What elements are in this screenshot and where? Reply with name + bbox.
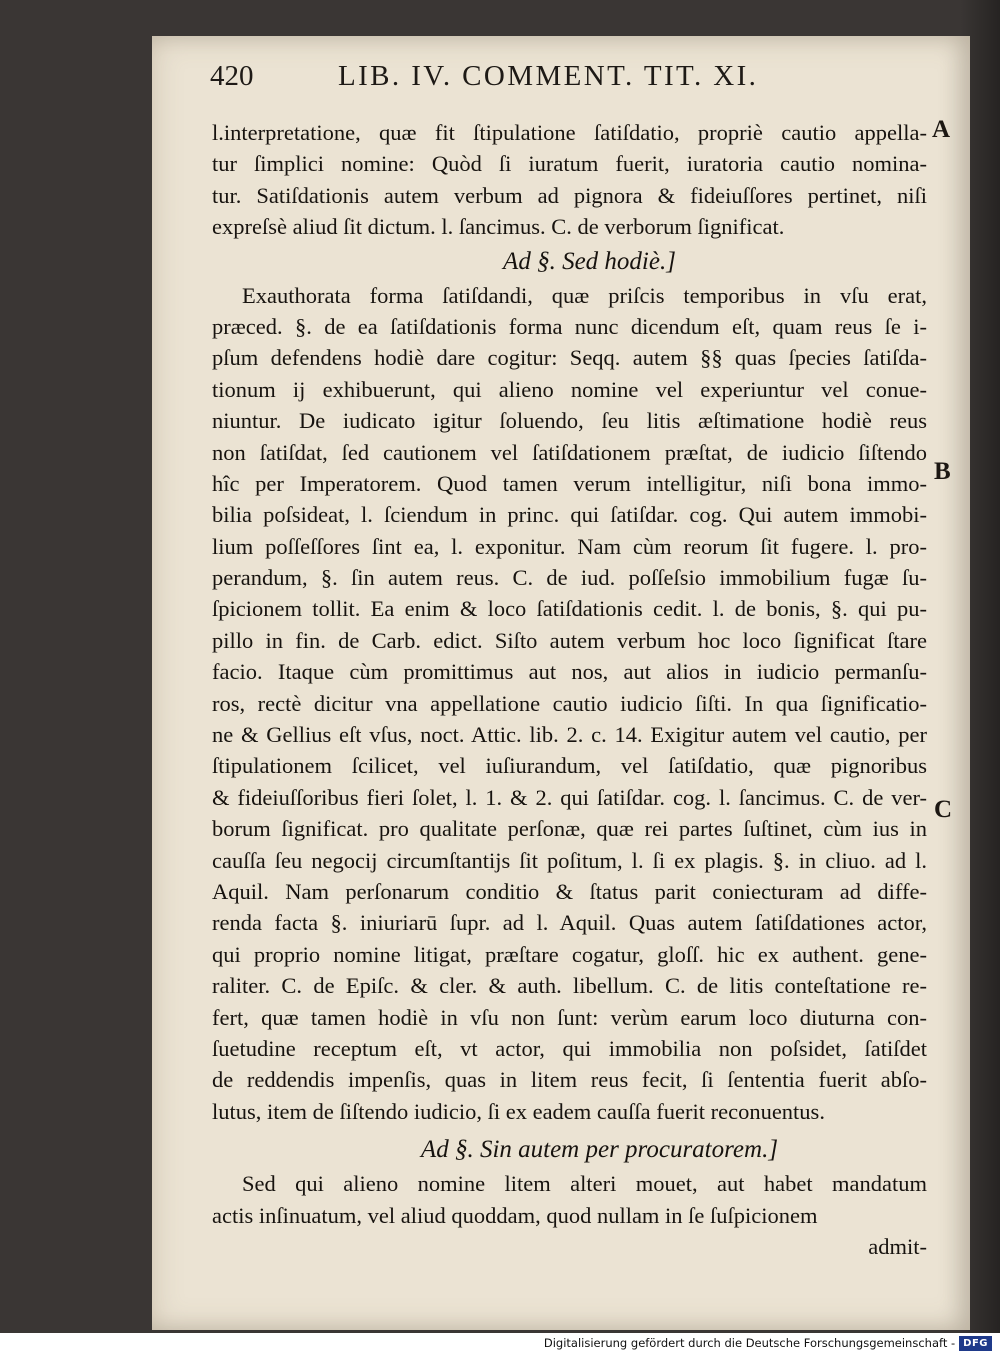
text-line: borum ſignificat. pro qualitate perſonæ, quæ rei partes ſuſtinet, cùm ius in	[212, 816, 927, 842]
text-line: qui proprio nomine litigat, præſtare cogatur, gloſſ. hic ex authent. gene-	[212, 941, 927, 967]
dfg-logo: DFG	[959, 1336, 992, 1351]
funding-credit-text: Digitalisierung gefördert durch die Deutsche Forschungsgemeinschaft -	[543, 1336, 956, 1350]
text-line: actis inſinuatum, vel aliud quoddam, quod nullam in ſe ſuſpicionem	[212, 1202, 818, 1228]
text-line: niuntur. De iudicato igitur ſoluendo, ſeu litis æſtimatione hodiè reus	[212, 408, 927, 434]
text-line: expreſsè aliud ſit dictum. l. ſancimus. C. de verborum ſignificat.	[212, 214, 785, 240]
text-line: non ſatiſdat, ſed cautionem vel ſatiſdationem præſtat, de iudicio ſiſtendo	[212, 439, 927, 465]
text-line: Exauthorata forma ſatiſdandi, quæ priſcis temporibus in vſu erat,	[242, 282, 927, 308]
text-line: raliter. C. de Epiſc. & cler. & auth. libellum. C. de litis conteſtatione re-	[212, 973, 927, 999]
book-page	[152, 36, 970, 1330]
section-heading: Ad §. Sed hodiè.]	[503, 247, 676, 275]
body-text	[212, 117, 927, 1262]
text-line: perandum, §. ſin autem reus. C. de iud. poſſeſsio immobilium fugæ ſu-	[212, 565, 927, 591]
section-heading: Ad §. Sin autem per procuratorem.]	[420, 1136, 779, 1164]
footer-credit	[544, 1334, 992, 1352]
margin-letter-a: A	[932, 116, 951, 143]
text-line: ſuetudine receptum eſt, vt actor, qui immobilia non poſsidet, ſatiſdet	[212, 1035, 927, 1061]
text-line: tionum ij exhibuerunt, qui alieno nomine vel experiuntur vel conue-	[212, 376, 927, 402]
paragraph-intro	[212, 117, 927, 243]
text-line: hîc per Imperatorem. Quod tamen verum intelligitur, niſi bona immo-	[212, 470, 927, 496]
text-line: bilia poſsideat, l. ſciendum in princ. qui ſatiſdar. cog. Qui autem immobi-	[212, 502, 927, 528]
text-line: Aquil. Nam perſonarum conditio & ſtatus parit coniecturam ad diffe-	[212, 878, 927, 904]
text-line: cauſſa ſeu negocij circumſtantijs ſit poſitum, l. ſi ex plagis. §. in cliuo. ad l.	[212, 847, 927, 873]
text-line: pillo in fin. de Carb. edict. Siſto autem verbum hoc loco ſignificat ſtare	[212, 627, 927, 653]
page-header	[210, 60, 950, 93]
paragraph-sed-hodie	[212, 280, 927, 1128]
catchword: admit-	[868, 1233, 927, 1259]
text-line: facio. Itaque cùm promittimus aut nos, aut alios in iudicio permanſu-	[212, 659, 927, 685]
text-line: l.interpretatione, quæ fit ſtipulatione ſatiſdatio, propriè cautio appella-	[212, 120, 927, 145]
text-line: tur. Satiſdationis autem verbum ad pignora & fideiuſſores pertinet, niſi	[212, 182, 927, 208]
text-line: ros, rectè dicitur vna appellatione cautio iudicio ſiſti. In qua ſignificatio-	[212, 690, 927, 716]
text-line: præced. §. de ea ſatiſdationis forma nunc dicendum eſt, quam reus ſe i-	[212, 313, 927, 339]
margin-letter-c: C	[934, 796, 953, 823]
text-line: lutus, item de ſiſtendo iudicio, ſi ex eadem cauſſa fuerit reconuentus.	[212, 1098, 825, 1124]
text-line: fert, quæ tamen hodiè in vſu non ſunt: verùm earum loco diuturna con-	[212, 1004, 927, 1030]
paragraph-sin-autem	[212, 1168, 927, 1231]
text-line: & fideiuſſoribus fieri ſolet, l. 1. & 2. qui ſatiſdar. cog. l. ſancimus. C. de ver-	[212, 784, 927, 810]
text-line: de reddendis impenſis, quas in litem reus fecit, ſi ſententia fuerit abſo-	[212, 1067, 927, 1093]
running-head: LIB. IV. COMMENT. TIT. XI.	[338, 60, 759, 92]
text-line: tur ſimplici nomine: Quòd ſi iuratum fuerit, iuratoria cautio nomina-	[212, 151, 927, 177]
text-line: ne & Gellius eſt vſus, noct. Attic. lib. 2. c. 14. Exigitur autem vel cautio, per	[212, 722, 927, 748]
text-line: lium poſſeſſores ſint ea, l. exponitur. Nam cùm reorum ſit fugere. l. pro-	[212, 533, 927, 559]
page-number: 420	[210, 60, 254, 92]
text-line: ſpicionem tollit. Ea enim & loco ſatiſdationis cedit. l. de bonis, §. qui pu-	[212, 596, 927, 622]
text-line: Sed qui alieno nomine litem alteri mouet, aut habet mandatum	[242, 1171, 927, 1197]
margin-letter-b: B	[934, 458, 951, 485]
text-line: pſum defendens hodiè dare cogitur: Seqq. autem §§ quas ſpecies ſatiſda-	[212, 345, 927, 371]
text-line: renda facta §. iniuriarū ſupr. ad l. Aquil. Quas autem ſatiſdationes actor,	[212, 910, 927, 936]
text-line: ſtipulationem ſcilicet, vel iuſiurandum, vel ſatiſdatio, quæ pignoribus	[212, 753, 927, 779]
